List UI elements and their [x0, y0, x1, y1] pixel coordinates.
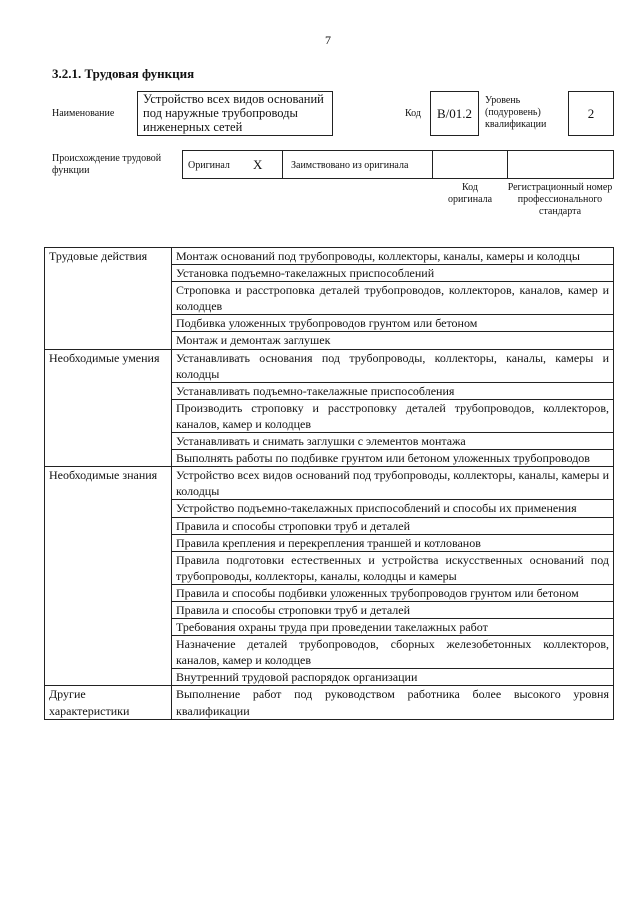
section-item: Выполнение работ под руководством работника более высокого уровня квалификации	[172, 686, 614, 719]
section-item: Правила и способы строповки труб и деталей	[172, 601, 614, 618]
name-value: Устройство всех видов оснований под наружные трубопроводы инженерных сетей	[137, 91, 333, 136]
section-item: Монтаж и демонтаж заглушек	[172, 332, 614, 349]
section-heading: 3.2.1. Трудовая функция	[52, 66, 195, 81]
origin-code-caption: Код оригинала	[447, 182, 493, 205]
section-item: Подбивка уложенных трубопроводов грунтом или бетоном	[172, 315, 614, 332]
section-item: Внутренний трудовой распорядок организации	[172, 669, 614, 686]
function-table	[44, 247, 614, 720]
section-label: Трудовые действия	[45, 248, 172, 350]
section-item: Правила крепления и перекрепления траншей и котлованов	[172, 534, 614, 551]
origin-mark: X	[253, 157, 263, 172]
table-row	[45, 467, 614, 500]
section-item: Правила и способы подбивки уложенных трубопроводов грунтом или бетоном	[172, 584, 614, 601]
origin-reg-caption: Регистрационный номер профессионального стандарта	[507, 182, 613, 217]
page-number: 7	[325, 33, 331, 47]
table-row	[45, 349, 614, 382]
section-item: Правила подготовки естественных и устройства искусственных оснований под трубопроводы, коллекторы, каналы, колодцы и камеры	[172, 551, 614, 584]
origin-label: Происхождение трудовой функции	[52, 153, 162, 176]
table-row	[45, 248, 614, 265]
origin-original-label: Оригинал	[188, 160, 230, 171]
section-label: Необходимые умения	[45, 349, 172, 467]
origin-reg-cell	[507, 150, 614, 179]
table-row	[45, 686, 614, 719]
section-item: Строповка и расстроповка деталей трубопроводов, коллекторов, каналов, камер и колодцев	[172, 282, 614, 315]
section-item: Устанавливать подъемно-такелажные приспособления	[172, 382, 614, 399]
section-item: Требования охраны труда при проведении такелажных работ	[172, 619, 614, 636]
level-label: Уровень (подуровень) квалификации	[485, 95, 547, 130]
section-item: Установка подъемно-такелажных приспособлений	[172, 265, 614, 282]
code-label: Код	[405, 108, 421, 119]
code-value: B/01.2	[430, 91, 479, 136]
section-item: Устройство всех видов оснований под трубопроводы, коллекторы, каналы, камеры и колодцы	[172, 467, 614, 500]
section-item: Устанавливать и снимать заглушки с элементов монтажа	[172, 433, 614, 450]
origin-borrowed-cell	[282, 150, 433, 179]
origin-borrowed-label: Заимствовано из оригинала	[291, 160, 409, 171]
section-item: Назначение деталей трубопроводов, сборных железобетонных коллекторов, каналов, камер и колодцев	[172, 636, 614, 669]
origin-original-cell	[182, 150, 283, 179]
section-label: Другие характеристики	[45, 686, 172, 719]
section-label: Необходимые знания	[45, 467, 172, 686]
section-item: Выполнять работы по подбивке грунтом или бетоном уложенных трубопроводов	[172, 450, 614, 467]
section-item: Правила и способы строповки труб и деталей	[172, 517, 614, 534]
section-item: Устройство подъемно-такелажных приспособлений и способы их применения	[172, 500, 614, 517]
origin-code-cell	[432, 150, 508, 179]
section-item: Производить строповку и расстроповку деталей трубопроводов, коллекторов, каналов, камер и колодцев	[172, 399, 614, 432]
name-label: Наименование	[52, 108, 115, 119]
level-value: 2	[568, 91, 614, 136]
section-item: Устанавливать основания под трубопроводы, коллекторы, каналы, камеры и колодцы	[172, 349, 614, 382]
section-item: Монтаж оснований под трубопроводы, коллекторы, каналы, камеры и колодцы	[172, 248, 614, 265]
